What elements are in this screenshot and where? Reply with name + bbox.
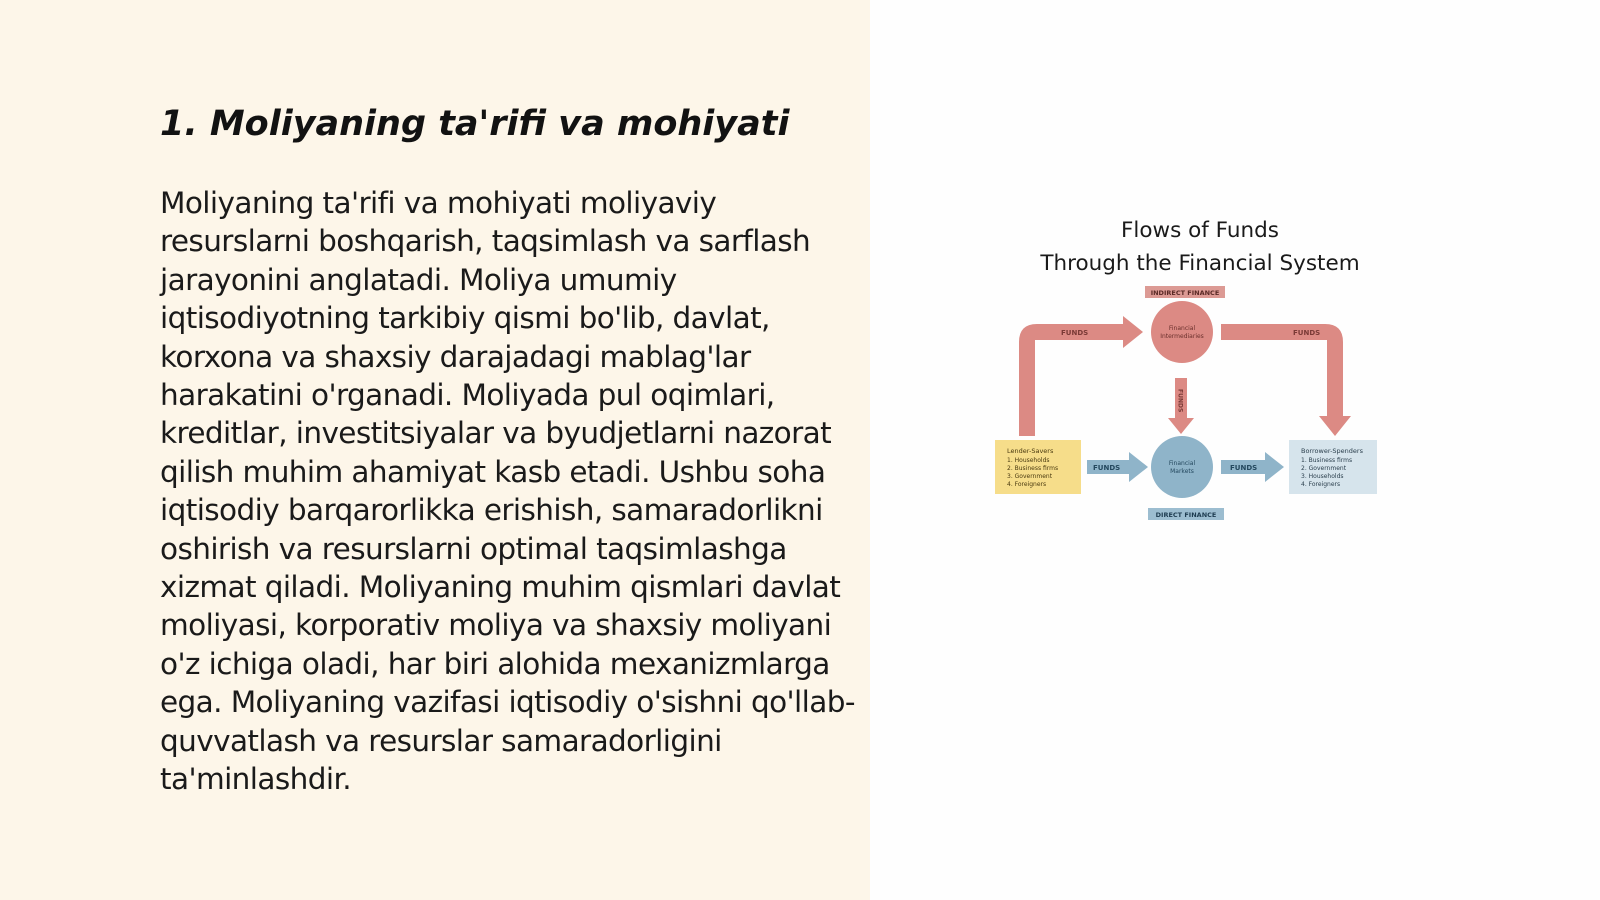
lender-item-4: 4. Foreigners [1007,481,1047,488]
lender-item-2: 2. Business firms [1007,465,1059,472]
intermediaries-label-1: Financial [1168,325,1196,332]
flow-diagram-graphic [995,210,1405,540]
slide-body-text: Moliyaning ta'rifi va mohiyati moliyaviy resurslarni boshqarish, taqsimlash va sarflash jarayonini anglatadi. Moliya umumiy iqtisodiyotning tarkibiy qismi bo'lib, davlat, korxona va shaxsiy darajadagi mablag'lar harakatini o'rganadi. Moliyada pul oqimlari, kreditlar, investitsiyalar va byudjetlarni nazorat qilish muhim ahamiyat kasb etadi. Ushbu soha iqtisodiy barqarorlikka erishish, samaradorlikni oshirish va resurslarni optimal taqsimlashga xizmat qiladi. Moliyaning muhim qismlari davlat moliyasi, korporativ moliya va shaxsiy moliyani o'z ichiga oladi, har biri alohida mexanizmlarga ega. Moliyaning vazifasi iqtisodiy o'sishni qo'llab-quvvatlash va resurslar samaradorligini ta'minlashdir. [160,186,855,797]
funds-label-vertical: FUNDS [1176,389,1184,413]
diagram-title-line-2: Through the Financial System [1040,251,1360,276]
financial-markets-node [1151,436,1213,498]
financial-intermediaries-node [1151,301,1213,363]
indirect-finance-label: INDIRECT FINANCE [1150,289,1220,297]
intermediaries-label-2: Intermediaries [1160,333,1204,340]
markets-label-2: Markets [1170,468,1194,475]
diagram-title-line-1: Flows of Funds [1121,218,1279,243]
borrower-item-3: 3. Households [1301,473,1344,480]
flow-of-funds-diagram [995,210,1405,540]
lender-item-3: 3. Government [1007,473,1053,480]
markets-label-1: Financial [1168,460,1196,467]
borrower-spenders-title: Borrower-Spenders [1301,447,1363,455]
direct-finance-label: DIRECT FINANCE [1155,511,1217,519]
lender-savers-title: Lender-Savers [1007,447,1054,455]
borrower-item-4: 4. Foreigners [1301,481,1341,488]
funds-label-bottom-right: FUNDS [1230,464,1258,472]
borrower-item-2: 2. Government [1301,465,1347,472]
funds-label-right-top: FUNDS [1293,329,1321,337]
funds-label-bottom-left: FUNDS [1093,464,1121,472]
funds-label-left-top: FUNDS [1061,329,1089,337]
intermediaries-to-borrowers-arrow [1221,324,1351,436]
lender-item-1: 1. Households [1007,457,1050,464]
slide-title: 1. Moliyaning ta'rifi va mohiyati [160,104,790,144]
borrower-item-1: 1. Business firms [1301,457,1353,464]
